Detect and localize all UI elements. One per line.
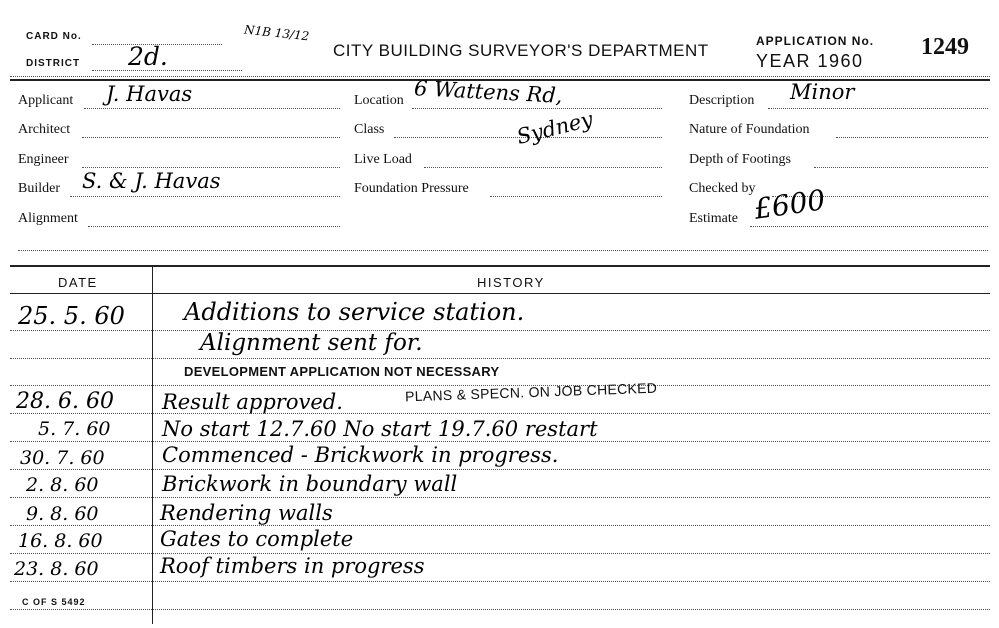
- class-label: Class: [354, 122, 385, 137]
- engineer-label: Engineer: [18, 152, 69, 167]
- applicant-label: Applicant: [18, 93, 74, 108]
- history-line: [10, 358, 990, 359]
- entry-text: Result approved.: [162, 390, 343, 414]
- application-number: 1249: [921, 34, 969, 60]
- entry-text: Additions to service station.: [184, 298, 525, 326]
- district-value: 2d.: [128, 42, 168, 71]
- entry-date: 25. 5. 60: [18, 302, 125, 330]
- entry-date: 23. 8. 60: [14, 558, 99, 580]
- depth-of-footings-line: [814, 167, 988, 168]
- foundation-pressure-label: Foundation Pressure: [354, 181, 469, 196]
- entry-date: 16. 8. 60: [18, 530, 103, 552]
- entry-date: 5. 7. 60: [38, 418, 111, 440]
- fields-bottom-line: [18, 250, 988, 251]
- entry-date: 2. 8. 60: [26, 474, 99, 496]
- entry-text: Brickwork in boundary wall: [162, 472, 458, 496]
- history-top-rule: [10, 265, 990, 267]
- entry-text: No start 12.7.60 No start 19.7.60 restart: [162, 417, 598, 441]
- history-column-header: HISTORY: [477, 275, 545, 290]
- engineer-line: [82, 167, 340, 168]
- entry-text: Commenced - Brickwork in progress.: [162, 443, 559, 467]
- form-number: C OF S 5492: [22, 597, 86, 607]
- file-reference-note: N1B 13/12: [243, 22, 310, 44]
- history-line: [10, 441, 990, 442]
- entry-date: 28. 6. 60: [16, 389, 114, 414]
- applicant-line: [84, 108, 340, 109]
- card-no-label: CARD No.: [26, 31, 82, 42]
- department-title: CITY BUILDING SURVEYOR'S DEPARTMENT: [333, 41, 709, 60]
- entry-stamp: PLANS & SPECN. ON JOB CHECKED: [404, 379, 658, 405]
- alignment-label: Alignment: [18, 211, 78, 226]
- architect-label: Architect: [18, 122, 71, 137]
- district-label: DISTRICT: [26, 58, 81, 69]
- history-line: [10, 609, 990, 610]
- alignment-line: [88, 226, 340, 227]
- entry-date: 9. 8. 60: [26, 503, 99, 525]
- history-header-rule: [10, 293, 990, 294]
- application-no-label: APPLICATION No.: [756, 34, 875, 48]
- builder-line: [70, 196, 340, 197]
- date-column-divider: [152, 266, 153, 624]
- applicant-value: J. Havas: [106, 82, 193, 106]
- location-label: Location: [354, 93, 404, 108]
- location-line: [412, 108, 662, 109]
- entry-text: Roof timbers in progress: [160, 554, 425, 578]
- estimate-label: Estimate: [689, 211, 738, 226]
- header-divider: [10, 76, 990, 77]
- date-column-header: DATE: [58, 275, 98, 290]
- history-line: [10, 581, 990, 582]
- estimate-line: [750, 226, 988, 227]
- entry-stamp: DEVELOPMENT APPLICATION NOT NECESSARY: [184, 364, 500, 379]
- history-line: [10, 469, 990, 470]
- builder-value: S. & J. Havas: [82, 169, 221, 193]
- estimate-value: £600: [752, 183, 828, 226]
- entry-text: Alignment sent for.: [200, 330, 423, 356]
- live-load-line: [424, 167, 662, 168]
- description-value: Minor: [790, 80, 855, 104]
- nature-of-foundation-label: Nature of Foundation: [689, 122, 810, 137]
- description-label: Description: [689, 93, 755, 108]
- description-line: [768, 108, 988, 109]
- nature-of-foundation-line: [836, 137, 988, 138]
- entry-date: 30. 7. 60: [20, 447, 105, 469]
- architect-line: [82, 137, 340, 138]
- location-value: 6 Wattens Rd,: [413, 76, 564, 108]
- live-load-label: Live Load: [354, 152, 412, 167]
- checked-by-label: Checked by: [689, 181, 756, 196]
- history-line: [10, 330, 990, 331]
- history-line: [10, 497, 990, 498]
- builder-label: Builder: [18, 181, 60, 196]
- foundation-pressure-line: [490, 196, 662, 197]
- entry-text: Gates to complete: [160, 527, 354, 551]
- history-line: [10, 525, 990, 526]
- history-line: [10, 413, 990, 414]
- depth-of-footings-label: Depth of Footings: [689, 152, 791, 167]
- year-label: YEAR 1960: [756, 51, 864, 71]
- entry-text: Rendering walls: [160, 501, 333, 525]
- class-value: Sydney: [514, 106, 596, 150]
- history-line: [10, 553, 990, 554]
